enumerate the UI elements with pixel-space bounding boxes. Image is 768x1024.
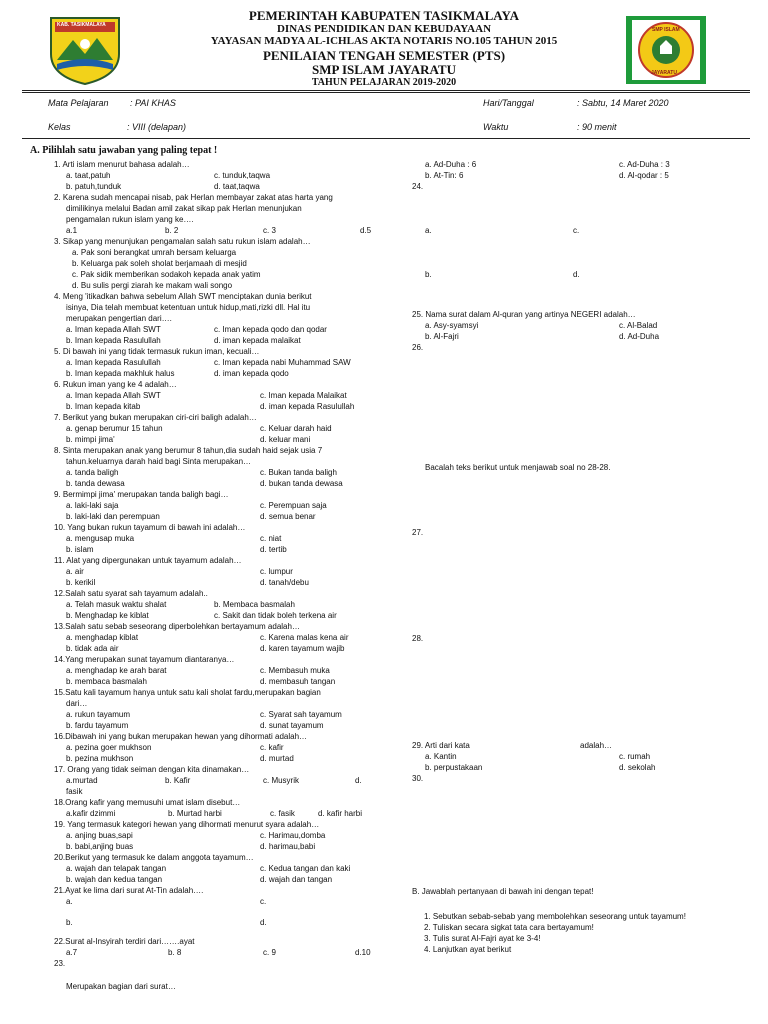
right-line: c. rumah (619, 752, 651, 761)
left-line: d. kafir harbi (318, 809, 363, 818)
left-line: 12.Salah satu syarat sah tayamum adalah.. (54, 589, 208, 598)
left-line: b. Murtad harbi (168, 809, 222, 818)
left-line: c. Karena malas kena air (260, 633, 349, 642)
right-line: a. (425, 226, 432, 235)
right-line: 29. Arti dari kata (412, 741, 470, 750)
logo-left-caption: KAB. TASIKMALAYA (57, 22, 106, 28)
left-line: 22.Surat al-Insyirah terdiri dari…….ayat (54, 937, 195, 946)
left-line: b. (66, 918, 73, 927)
left-line: a. rukun tayamum (66, 710, 131, 719)
header-line-3: YAYASAN MADYA AL-ICHLAS AKTA NOTARIS NO.105 TAHUN 2015 (210, 35, 558, 47)
left-line: c. 9 (263, 948, 276, 957)
right-line: 25. Nama surat dalam Al-quran yang artinya NEGERI adalah… (412, 310, 636, 319)
left-line: a. air (66, 567, 84, 576)
left-line: b. mimpi jima' (66, 435, 115, 444)
left-line: a. taat,patuh (66, 171, 111, 180)
right-line: c. Al-Balad (619, 321, 658, 330)
left-line: d. iman kepada Rasulullah (260, 402, 355, 411)
logo-right-top: SMP ISLAM (652, 27, 680, 33)
date-value: : Sabtu, 14 Maret 2020 (577, 98, 669, 108)
left-line: c. fasik (270, 809, 295, 818)
left-line: 23. (54, 959, 66, 968)
left-line: d. Bu sulis pergi ziarah ke makam wali songo (72, 281, 233, 290)
left-line: b. fardu tayamum (66, 721, 129, 730)
right-line: c. (573, 226, 580, 235)
left-line: 5. Di bawah ini yang tidak termasuk rukun iman, kecuali… (54, 347, 260, 356)
left-line: d. tanah/debu (260, 578, 309, 587)
left-line: a.murtad (66, 776, 98, 785)
left-line: b. kerikil (66, 578, 96, 587)
left-line: 21.Ayat ke lima dari surat At-Tin adalah…. (54, 886, 204, 895)
time-label: Waktu (483, 122, 509, 132)
header-line-2: DINAS PENDIDIKAN DAN KEBUDAYAAN (276, 23, 492, 35)
left-line: d. sunat tayamum (260, 721, 324, 730)
right-line: d. (573, 270, 580, 279)
left-line: d. bukan tanda dewasa (260, 479, 343, 488)
left-line: d. iman kepada malaikat (214, 336, 301, 345)
left-line: a. Iman kepada Rasulullah (66, 358, 161, 367)
left-line: dimilikinya melalui Badan amil zakat sikap pak Herlan menunjukan (66, 204, 302, 213)
left-line: c. Iman kepada qodo dan qodar (214, 325, 327, 334)
left-line: a. genap berumur 15 tahun (66, 424, 163, 433)
right-line: a. Ad-Duha : 6 (425, 160, 477, 169)
left-line: a. menghadap ke arah barat (66, 666, 167, 675)
left-line: a.kafir dzimmi (66, 809, 116, 818)
left-line: b. Keluarga pak soleh sholat berjamaah di mesjid (72, 259, 247, 268)
left-line: c. Syarat sah tayamum (260, 710, 342, 719)
left-line: c. Iman kepada nabi Muhammad SAW (214, 358, 351, 367)
left-line: d. semua benar (260, 512, 316, 521)
left-line: pengamalan rukun islam yang ke…. (66, 215, 194, 224)
right-line: d. sekolah (619, 763, 656, 772)
left-line: d. taat,taqwa (214, 182, 260, 191)
left-line: 4. Meng 'itikadkan bahwa sebelum Allah SWT menciptakan dunia berikut (54, 292, 312, 301)
left-line: 16.Dibawah ini yang bukan merupakan hewan yang dihormati adalah… (54, 732, 308, 741)
logo-right-bottom: JAYARATU (651, 70, 677, 76)
left-line: b. Membaca basmalah (214, 600, 295, 609)
right-line: B. Jawablah pertanyaan di bawah ini dengan tepat! (412, 887, 594, 896)
subject-label: Mata Pelajaran (48, 98, 109, 108)
right-line: adalah… (580, 741, 613, 750)
left-line: d. harimau,babi (260, 842, 316, 851)
right-line: 30. (412, 774, 424, 783)
left-line: a.7 (66, 948, 78, 957)
left-line: 13.Salah satu sebab seseorang diperbolehkan bertayamum adalah… (54, 622, 300, 631)
left-line: b. islam (66, 545, 94, 554)
left-line: c. Keluar darah haid (260, 424, 332, 433)
left-line: 10. Yang bukan rukun tayamum di bawah ini adalah… (54, 523, 246, 532)
left-line: c. niat (260, 534, 282, 543)
left-line: d. karen tayamum wajib (260, 644, 345, 653)
right-line: d. Ad-Duha (619, 332, 660, 341)
left-line: 11. Alat yang dipergunakan untuk tayamum adalah… (54, 556, 242, 565)
right-line: b. Al-Fajri (425, 332, 459, 341)
left-line: c. Harimau,domba (260, 831, 326, 840)
left-line: c. Musyrik (263, 776, 299, 785)
left-line: b. Kafir (165, 776, 191, 785)
left-line: a. menghadap kiblat (66, 633, 139, 642)
left-line: 7. Berikut yang bukan merupakan ciri-ciri baligh adalah… (54, 413, 257, 422)
left-line: 6. Rukun iman yang ke 4 adalah… (54, 380, 177, 389)
left-line: dari… (66, 699, 88, 708)
right-line: d. Al-qodar : 5 (619, 171, 669, 180)
left-line: b. pezina mukhson (66, 754, 134, 763)
left-line: d. (260, 918, 267, 927)
right-line: a. Asy-syamsyi (425, 321, 479, 330)
left-line: 20.Berikut yang termasuk ke dalam anggota tayamum… (54, 853, 254, 862)
left-line: b. 2 (165, 226, 179, 235)
right-line: a. Kantin (425, 752, 457, 761)
right-line: b. At-Tin: 6 (425, 171, 464, 180)
right-line: 1. Sebutkan sebab-sebab yang membolehkan seseorang untuk tayamum! (424, 912, 686, 921)
left-line: 8. Sinta merupakan anak yang berumur 8 tahun,dia sudah haid sejak usia 7 (54, 446, 323, 455)
left-line: c. lumpur (260, 567, 293, 576)
left-line: c. Membasuh muka (260, 666, 330, 675)
left-line: d.5 (360, 226, 372, 235)
left-line: 1. Arti islam menurut bahasa adalah… (54, 160, 190, 169)
time-value: : 90 menit (577, 122, 617, 132)
left-line: d. murtad (260, 754, 294, 763)
left-line: d. tertib (260, 545, 287, 554)
left-line: c. Iman kepada Malaikat (260, 391, 347, 400)
header-line-6: TAHUN PELAJARAN 2019-2020 (311, 77, 457, 88)
left-line: b. babi,anjing buas (66, 842, 134, 851)
left-line: c. kafir (260, 743, 284, 752)
right-line: 4. Lanjutkan ayat berikut (424, 945, 512, 954)
right-line: 26. (412, 343, 424, 352)
left-line: b. laki-laki dan perempuan (66, 512, 160, 521)
left-line: merupakan pengertian dari…. (66, 314, 172, 323)
left-line: c. Perempuan saja (260, 501, 327, 510)
left-line: a. tanda baligh (66, 468, 119, 477)
left-line: b. Menghadap ke kiblat (66, 611, 149, 620)
subject-value: : PAI KHAS (130, 98, 176, 108)
right-line: b. perpustakaan (425, 763, 483, 772)
left-line: a. Iman kepada Allah SWT (66, 391, 161, 400)
left-line: 9. Bermimpi jima' merupakan tanda baligh bagi… (54, 490, 229, 499)
left-line: c. 3 (263, 226, 276, 235)
left-line: 2. Karena sudah mencapai nisab, pak Herlan membayar zakat atas harta yang (54, 193, 333, 202)
left-line: c. Bukan tanda baligh (260, 468, 337, 477)
left-line: c. Kedua tangan dan kaki (260, 864, 351, 873)
left-line: a. anjing buas,sapi (66, 831, 133, 840)
class-label: Kelas (48, 122, 71, 132)
right-line: c. Ad-Duha : 3 (619, 160, 670, 169)
left-line: a. Telah masuk waktu shalat (66, 600, 167, 609)
left-line: isinya, Dia telah membuat ketentuan untuk hidup,mati,rizki dll. Hal itu (66, 303, 311, 312)
header-line-4: PENILAIAN TENGAH SEMESTER (PTS) (262, 48, 506, 63)
left-line: d. keluar mani (260, 435, 311, 444)
right-line: 2. Tuliskan secara sigkat tata cara bertayamum! (424, 923, 594, 932)
left-line: fasik (66, 787, 83, 796)
left-line: c. tunduk,taqwa (214, 171, 271, 180)
left-line: a.1 (66, 226, 78, 235)
left-line: d. wajah dan tangan (260, 875, 333, 884)
right-line: 28. (412, 634, 424, 643)
right-line: 24. (412, 182, 424, 191)
header-line-1: PEMERINTAH KABUPATEN TASIKMALAYA (248, 8, 520, 23)
left-line: b. Iman kepada makhluk halus (66, 369, 175, 378)
header-divider-bottom (22, 92, 750, 93)
left-line: b. tidak ada air (66, 644, 119, 653)
date-label: Hari/Tanggal (483, 98, 534, 108)
left-line: a. mengusap muka (66, 534, 135, 543)
left-line: c. Pak sidik memberikan sodakoh kepada anak yatim (72, 270, 261, 279)
left-line: d. membasuh tangan (260, 677, 336, 686)
header-line-5: SMP ISLAM JAYARATU (312, 62, 456, 77)
left-line: 15.Satu kali tayamum hanya untuk satu kali sholat fardu,merupakan bagian (54, 688, 321, 697)
header-divider-top (22, 90, 750, 91)
right-line: 27. (412, 528, 424, 537)
right-line: Bacalah teks berikut untuk menjawab soal no 28-28. (425, 463, 611, 472)
left-line: tahun.keluarnya darah haid bagi Sinta merupakan… (66, 457, 252, 466)
section-a-heading: A. Pilihlah satu jawaban yang paling tepat ! (30, 145, 218, 156)
left-line: a. Pak soni berangkat umrah bersam keluarga (72, 248, 237, 257)
left-line: d. (355, 776, 362, 785)
left-line: b. Iman kepada Rasulullah (66, 336, 161, 345)
left-line: 14.Yang merupakan sunat tayamum diantaranya… (54, 655, 235, 664)
left-line: 19. Yang termasuk kategori hewan yang dihormati menurut syara adalah… (54, 820, 320, 829)
left-line: b. Iman kepada kitab (66, 402, 141, 411)
left-line: a. (66, 897, 73, 906)
left-line: 17. Orang yang tidak seiman dengan kita dinamakan… (54, 765, 250, 774)
left-line: c. Sakit dan tidak boleh terkena air (214, 611, 337, 620)
left-line: a. laki-laki saja (66, 501, 119, 510)
left-line: a. pezina goer mukhson (66, 743, 152, 752)
left-line: b. membaca basmalah (66, 677, 147, 686)
left-line: b. wajah dan kedua tangan (66, 875, 163, 884)
left-line: 3. Sikap yang menunjukan pengamalan salah satu rukun islam adalah… (54, 237, 311, 246)
left-line: b. 8 (168, 948, 182, 957)
right-line: 3. Tulis surat Al-Fajri ayat ke 3-4! (424, 934, 541, 943)
left-line: b. tanda dewasa (66, 479, 125, 488)
class-value: : VIII (delapan) (127, 122, 187, 132)
right-line: b. (425, 270, 432, 279)
left-line: a. Iman kepada Allah SWT (66, 325, 161, 334)
left-line: Merupakan bagian dari surat… (66, 982, 176, 991)
left-line: c. (260, 897, 267, 906)
left-line: b. patuh,tunduk (66, 182, 122, 191)
left-line: d. iman kepada qodo (214, 369, 289, 378)
left-line: 18.Orang kafir yang memusuhi umat islam disebut… (54, 798, 241, 807)
info-divider (22, 138, 750, 139)
left-line: d.10 (355, 948, 371, 957)
left-line: a. wajah dan telapak tangan (66, 864, 167, 873)
